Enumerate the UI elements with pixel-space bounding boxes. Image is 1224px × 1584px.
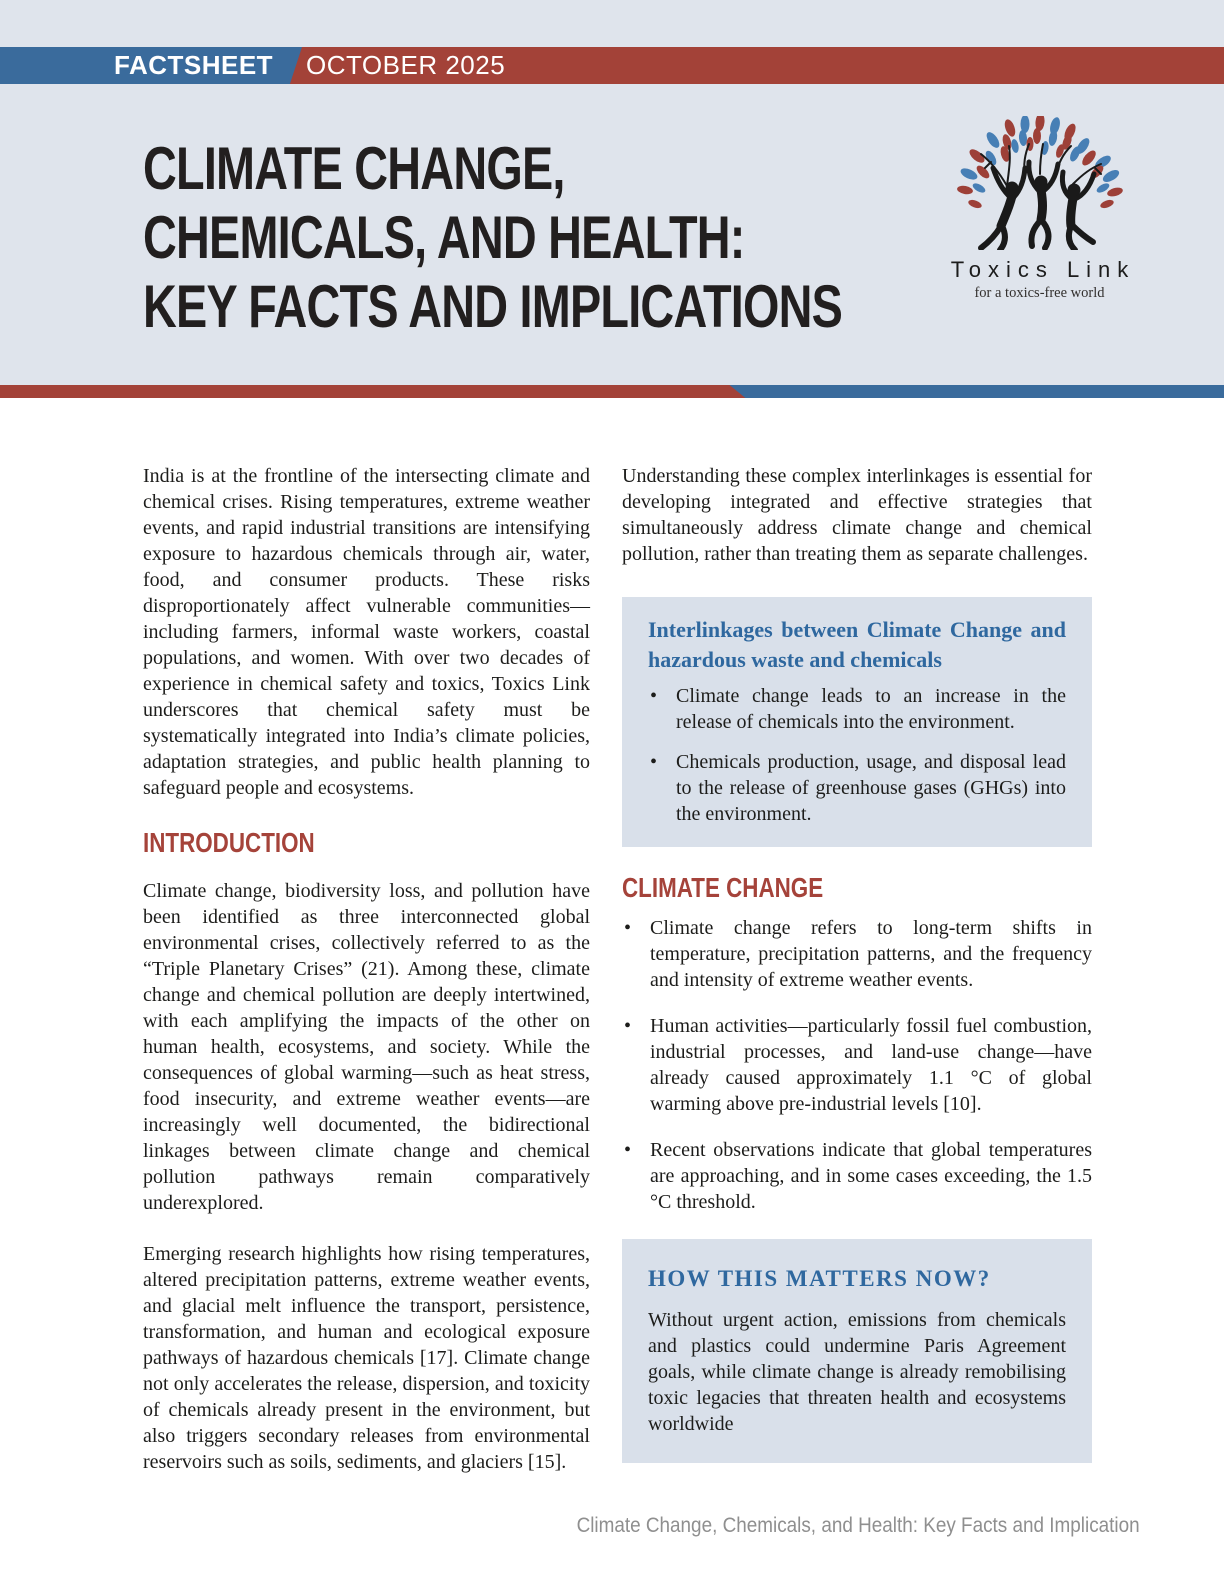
bullet-list [622, 915, 1092, 1215]
bullet-text: Human activities—particularly fossil fuel combustion, industrial processes, and land-use change—have already caused approximately 1.1 °C of global warming above pre-industrial levels [10]. [650, 1015, 1092, 1115]
bullet-item [648, 683, 1066, 735]
body-paragraph: Understanding these complex interlinkages is essential for developing integrated and effective strategies that simultaneously address climate change and chemical pollution, rather than treating them as separate challenges. [622, 465, 1092, 565]
bullet-text: Climate change refers to long-term shifts in temperature, precipitation patterns, and the frequency and intensity of extreme weather events. [650, 917, 1092, 991]
bullet-text: Climate change leads to an increase in the release of chemicals into the environment. [676, 685, 1066, 733]
footer-title: Climate Change, Chemicals, and Health: Key Facts and Implication [576, 1514, 1140, 1537]
masthead-bar [0, 47, 1224, 84]
logo-name: Toxics Link [950, 257, 1136, 282]
left-column [143, 463, 590, 1500]
page-title-line-2: CHEMICALS, AND HEALTH: [143, 204, 745, 271]
bullet-marker: • [650, 685, 658, 707]
right-column [622, 463, 1092, 1463]
bullet-marker: • [624, 1139, 632, 1161]
bullet-marker: • [650, 751, 658, 773]
body-paragraph: Emerging research highlights how rising temperatures, altered precipitation patterns, extreme weather events, and glacial melt influence the transport, persistence, transformation, and human and ecological exposure pathways of hazardous chemicals [17]. Climate change not only accelerates the release, dispersion, and toxicity of chemicals already present in the environment, but also triggers secondary releases from environmental reservoirs such as soils, sediments, and glaciers [15]. [143, 1243, 590, 1473]
section-heading-climate-change: CLIMATE CHANGE [622, 872, 824, 903]
logo-tagline: for a toxics-free world [974, 285, 1105, 301]
page-title-line-1: CLIMATE CHANGE, [143, 135, 565, 202]
bullet-item [622, 915, 1092, 993]
page-title [143, 134, 1039, 341]
bullet-item [622, 1013, 1092, 1117]
intro-paragraph: India is at the frontline of the intersecting climate and chemical crises. Rising temperatures, extreme weather events, and rapid industrial transitions are intensifying exposure to hazardous chemicals through air, water, food, and consumer products. These risks disproportionately affect vulnerable communities—including farmers, informal waste workers, coastal populations, and women. With over two decades of experience in chemical safety and toxics, Toxics Link underscores that chemical safety must be systematically integrated into India’s climate policies, adaptation strategies, and public health planning to safeguard people and ecosystems. [143, 465, 590, 799]
toxics-link-logo [942, 116, 1137, 302]
factsheet-label: FACTSHEET [114, 50, 274, 80]
header-divider [0, 385, 1224, 398]
section-heading-introduction: INTRODUCTION [143, 827, 315, 858]
bullet-item [622, 1137, 1092, 1215]
interlinkages-box [622, 597, 1092, 847]
bullet-marker: • [624, 917, 632, 939]
box-body-text: Without urgent action, emissions from chemicals and plastics could undermine Paris Agreement goals, while climate change is already remobilising toxic legacies that threaten health and ecosystems worldwide [648, 1309, 1066, 1435]
bullet-text: Recent observations indicate that global temperatures are approaching, and in some cases exceeding, the 1.5 °C threshold. [650, 1139, 1092, 1213]
box-heading: HOW THIS MATTERS NOW? [648, 1266, 991, 1291]
header-divider-red [0, 385, 1224, 398]
body-paragraph: Climate change, biodiversity loss, and pollution have been identified as three interconnected global environmental crises, collectively referred to as the “Triple Planetary Crises” (21). Among these, climate change and chemical pollution are deeply intertwined, with each amplifying the impacts of the other on human health, ecosystems, and society. While the consequences of global warming—such as heat stress, food insecurity, and extreme weather events—are increasingly well documented, the bidirectional linkages between climate change and chemical pollution pathways remain comparatively underexplored. [143, 880, 590, 1214]
how-this-matters-box [622, 1239, 1092, 1463]
page-title-line-3: KEY FACTS AND IMPLICATIONS [143, 273, 843, 340]
bullet-list [648, 683, 1066, 827]
bullet-marker: • [624, 1015, 632, 1037]
issue-date-label: OCTOBER 2025 [306, 50, 506, 80]
bullet-item [648, 749, 1066, 827]
box-heading: Interlinkages between Climate Change and hazardous waste and chemicals [648, 617, 1066, 672]
logo-tree-icon [950, 116, 1130, 250]
bullet-text: Chemicals production, usage, and disposal lead to the release of greenhouse gases (GHGs) into the environment. [676, 751, 1066, 825]
